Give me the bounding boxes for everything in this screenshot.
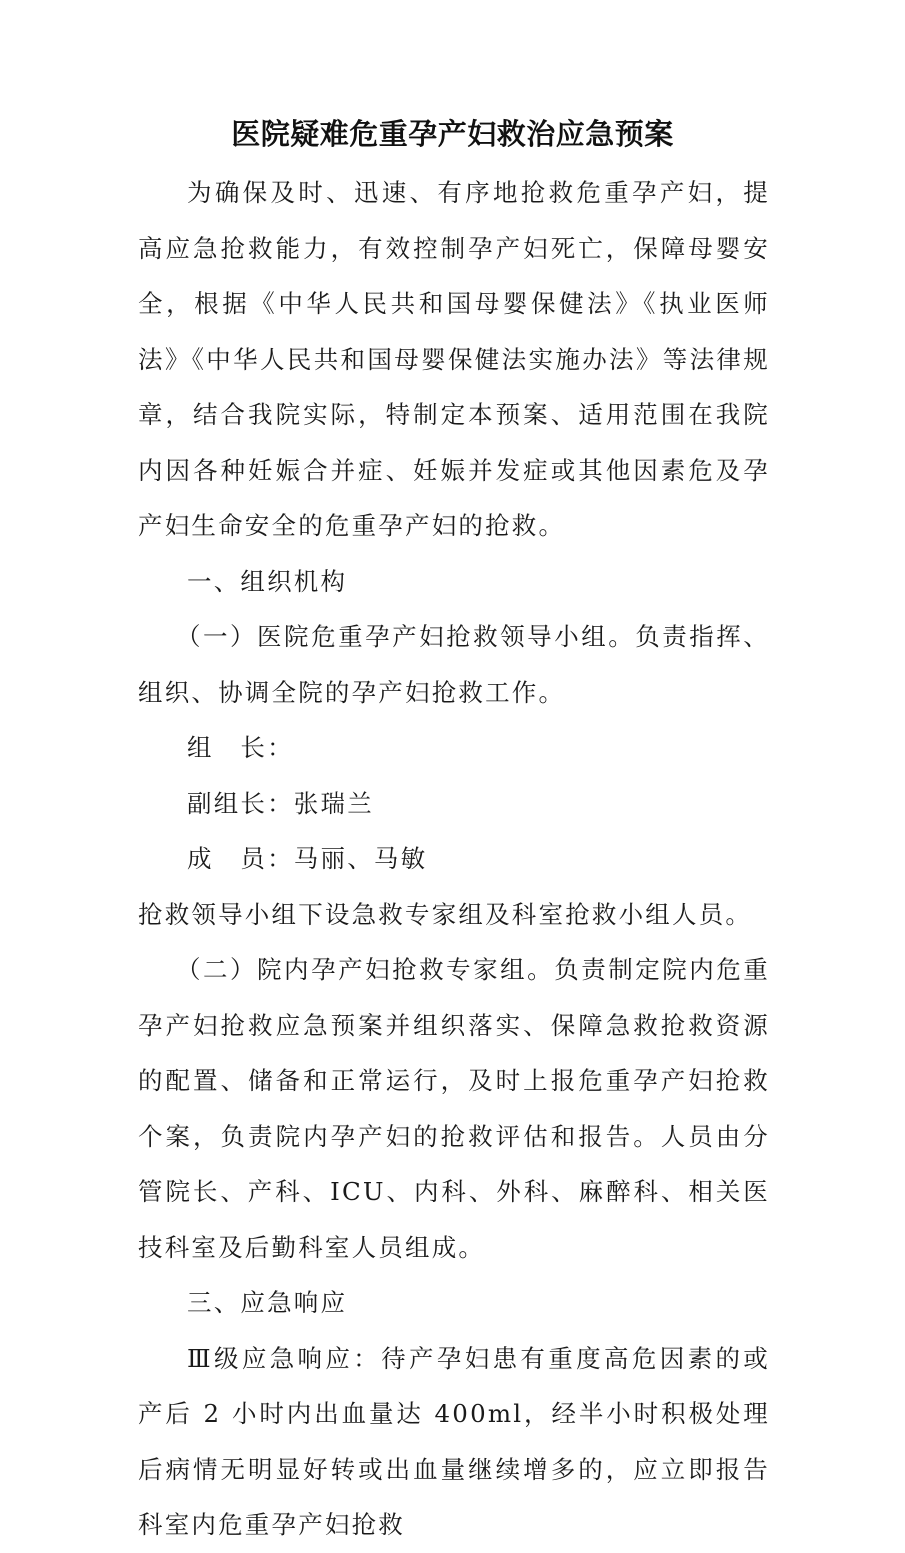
paragraph-intro: 为确保及时、迅速、有序地抢救危重孕产妇，提高应急抢救能力，有效控制孕产妇死亡，保障母婴安全，根据《中华人民共和国母婴保健法》《执业医师法》《中华人民共和国母婴保健法实施办法》等法律规章，结合我院实际，特制定本预案、适用范围在我院内因各种妊娠合并症、妊娠并发症或其他因素危及孕产妇生命安全的危重孕产妇的抢救。	[138, 178, 770, 540]
paragraph-expert-group: （二）院内孕产妇抢救专家组。负责制定院内危重孕产妇抢救应急预案并组织落实、保障急救抢救资源的配置、储备和正常运行，及时上报危重孕产妇抢救个案，负责院内孕产妇的抢救评估和报告。人员由分管院长、产科、ICU、内科、外科、麻醉科、相关医技科室及后勤科室人员组成。	[138, 955, 770, 1262]
paragraph-subgroups: 抢救领导小组下设急救专家组及科室抢救小组人员。	[138, 899, 753, 929]
document-body	[138, 165, 770, 1553]
leader-line: 组 长：	[187, 733, 294, 762]
paragraph-level-three-response: Ⅲ级应急响应：待产孕妇患有重度高危因素的或产后 2 小时内出血量达 400ml，经半小时积极处理后病情无明显好转或出血量继续增多的，应立即报告科室内危重孕产妇抢救	[138, 1343, 770, 1539]
members-line: 成 员：马丽、马敏	[187, 844, 428, 873]
section-heading-emergency-response: 三、应急响应	[187, 1288, 348, 1317]
section-heading-organization: 一、组织机构	[187, 566, 348, 596]
document-title: 医院疑难危重孕产妇救治应急预案	[231, 117, 674, 151]
deputy-leader-line: 副组长：张瑞兰	[187, 788, 374, 818]
paragraph-leadership-group: （一）医院危重孕产妇抢救领导小组。负责指挥、组织、协调全院的孕产妇抢救工作。	[138, 622, 770, 707]
